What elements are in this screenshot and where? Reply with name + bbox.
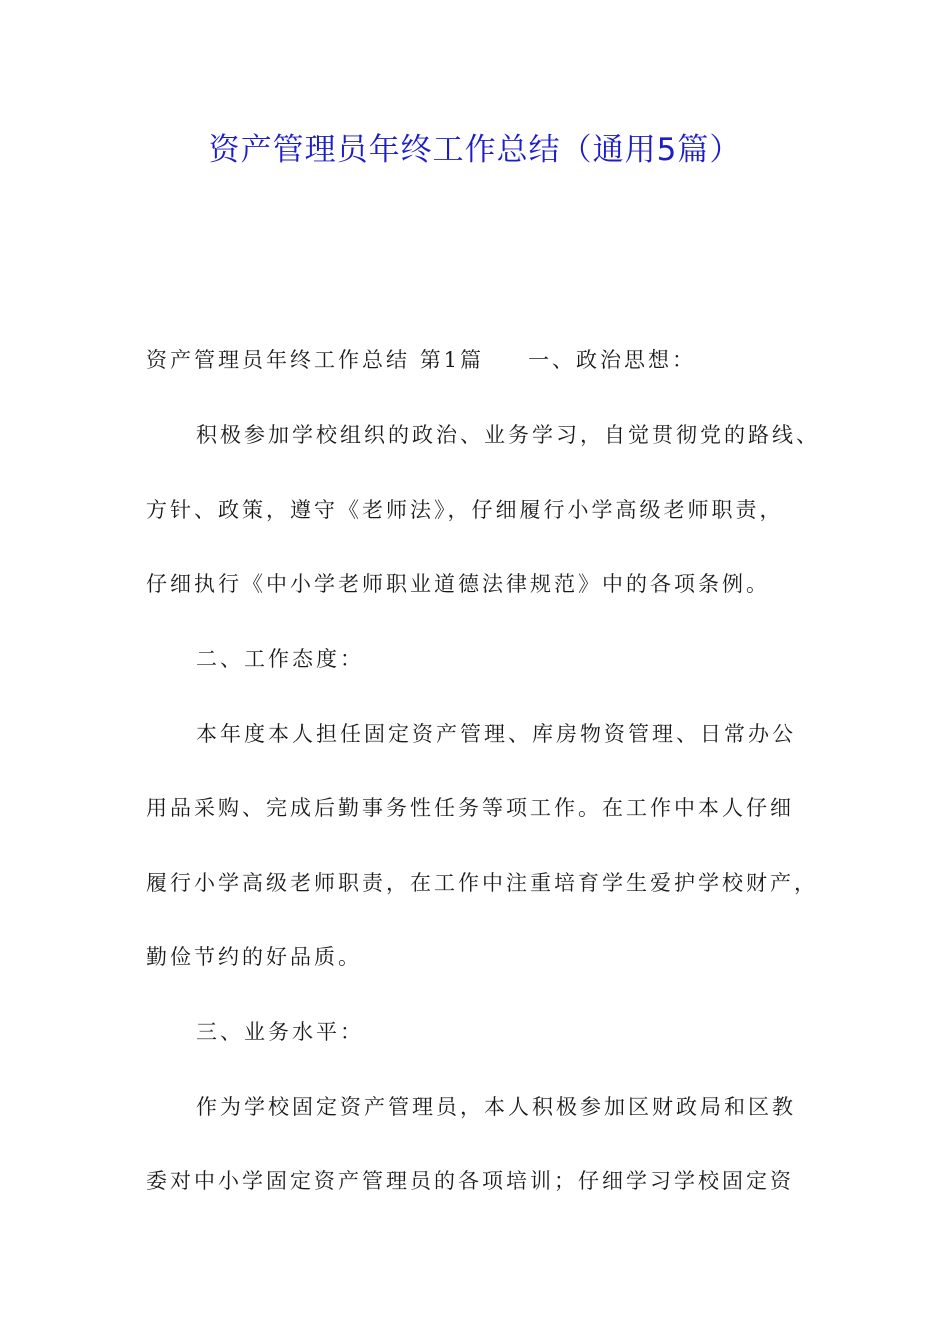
paragraph-line: 履行小学高级老师职责，在工作中注重培育学生爱护学校财产， bbox=[146, 871, 818, 895]
section-title: 资产管理员年终工作总结 bbox=[146, 348, 410, 372]
paragraph-line: 作为学校固定资产管理员，本人积极参加区财政局和区教 bbox=[196, 1095, 796, 1119]
paragraph-line: 勤俭节约的好品质。 bbox=[146, 945, 362, 969]
paragraph-line: 仔细执行《中小学老师职业道德法律规范》中的各项条例。 bbox=[146, 572, 770, 596]
section-heading-3: 三、业务水平： bbox=[196, 1020, 364, 1044]
paragraph-line: 积极参加学校组织的政治、业务学习，自觉贯彻党的路线、 bbox=[196, 423, 820, 447]
part-label: 第1篇 bbox=[419, 348, 485, 372]
paragraph-line: 用品采购、完成后勤事务性任务等项工作。在工作中本人仔细 bbox=[146, 796, 794, 820]
section-heading-2: 二、工作态度： bbox=[196, 647, 364, 671]
document-title: 资产管理员年终工作总结（通用5篇） bbox=[208, 132, 742, 168]
heading-line bbox=[146, 341, 826, 379]
paragraph-line: 委对中小学固定资产管理员的各项培训；仔细学习学校固定资 bbox=[146, 1169, 794, 1193]
paragraph-line: 方针、政策，遵守《老师法》，仔细履行小学高级老师职责， bbox=[146, 498, 784, 522]
paragraph-line: 本年度本人担任固定资产管理、库房物资管理、日常办公 bbox=[196, 722, 796, 746]
section-heading-1: 一、政治思想： bbox=[528, 348, 697, 372]
